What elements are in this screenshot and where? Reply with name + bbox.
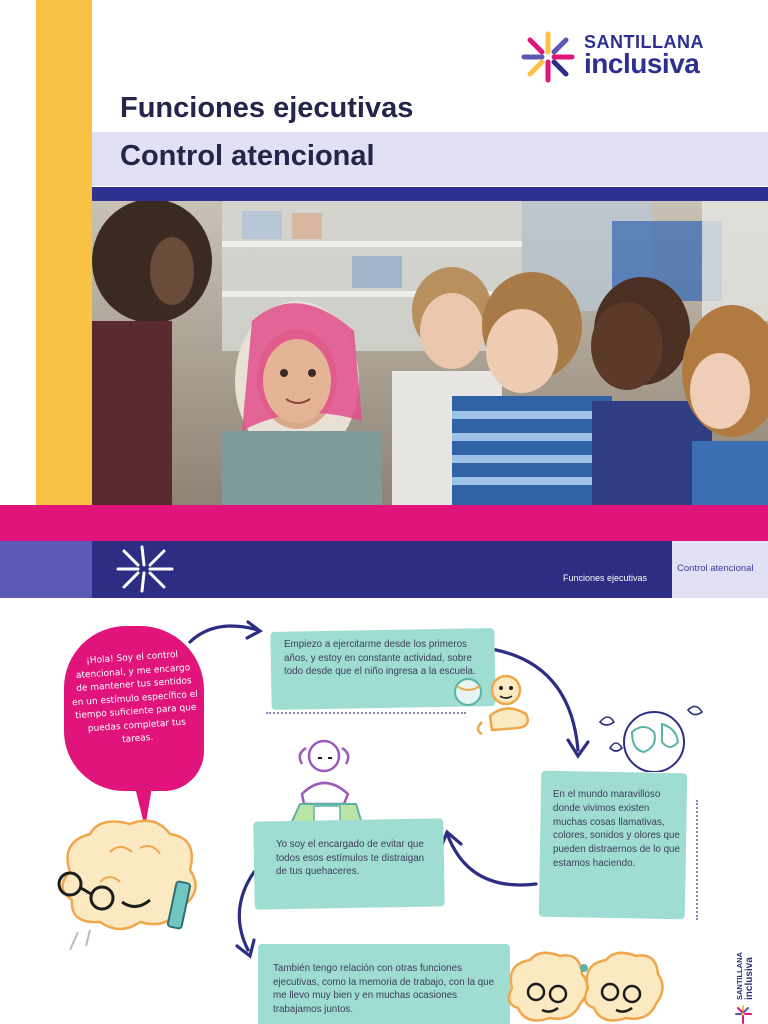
footer-left-block [0,541,92,598]
dotted-line [696,800,698,920]
page-subtitle: Control atencional [120,140,375,172]
earth-globe-icon [592,702,708,772]
side-logo-brand: SANTILLANA [735,952,744,1000]
footer-breadcrumb[interactable]: Funciones ejecutivas [563,573,648,583]
brain-character-icon [40,812,220,952]
curved-arrow-icon [190,626,258,642]
side-logo [728,948,758,1024]
cover-photo [92,201,768,505]
side-logo-sub: inclusiva [744,957,755,1000]
navy-divider [92,187,768,201]
logo-brand-text: SANTILLANA [584,32,704,52]
text-box-3-content: Yo soy el encargado de evitar que todos esos estímulos te distraigan de tus quehaceres. [276,839,425,877]
curved-arrow-icon [239,872,254,950]
santillana-logo [516,26,746,88]
footer-tab-label[interactable]: Control atencional [677,563,754,574]
ball-and-baby-icon [452,672,542,742]
santillana-star-logo-icon [736,1006,751,1023]
dotted-line [266,712,466,714]
child-drawing-icon [280,734,370,830]
santillana-star-logo-icon [516,26,580,88]
logo-sub-text: inclusiva [584,48,700,79]
speech-bubble-text: ¡Hola! Soy el control atencional, y me encargo de mantener tus sentidos en un estímulo específico el tiempo suficiente para que puedas completar tus tareas. [71,649,199,745]
magenta-band [0,505,768,541]
text-box-2-content: En el mundo maravilloso donde vivimos existen muchas cosas llamativas, colores, sonidos y olores que pueden distraernos de lo que estamos haciendo. [553,789,680,869]
text-box-4-content: También tengo relación con otras funciones ejecutivas, como la memoria de trabajo, con la que me llevo muy bien y en muchas ocasiones trabajamos juntos. [273,963,495,1015]
brain-characters-icon [506,948,664,1024]
asterisk-star-icon [112,543,176,595]
text-box-1-content: Empiezo a ejercitarme desde los primeros años, y estoy en constante actividad, sobre todo desde que el niño ingresa a la escuela. [284,639,476,677]
page-title: Funciones ejecutivas [120,92,414,124]
yellow-stripe [36,0,92,540]
